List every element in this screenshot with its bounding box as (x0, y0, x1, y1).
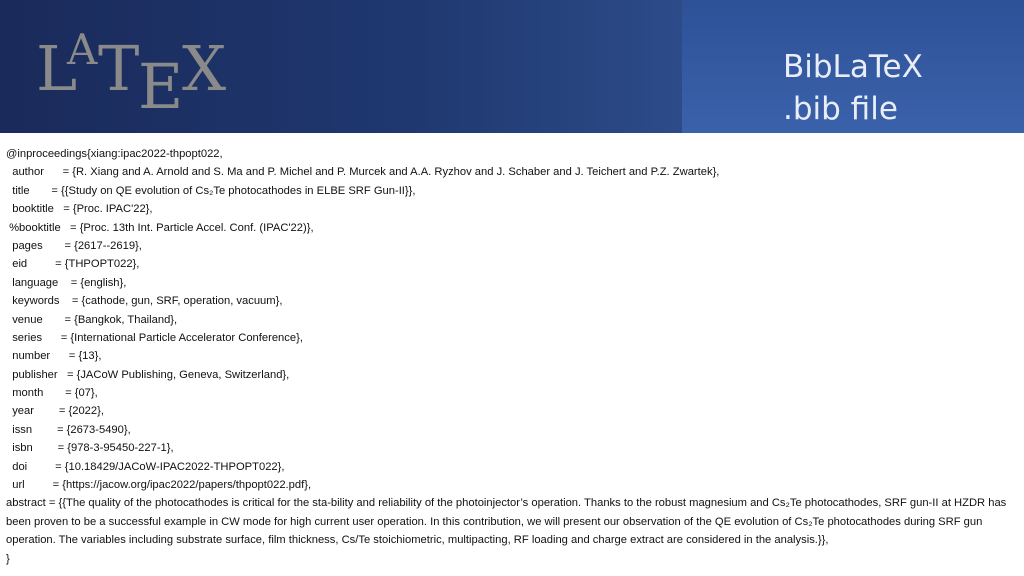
bib-line-keywords: keywords = {cathode, gun, SRF, operation, vacuum}, (6, 295, 283, 308)
bib-line-closing: } (6, 552, 10, 565)
latex-logo-t: T (98, 32, 140, 105)
bib-line-series: series = {International Particle Accelerator Conference}, (6, 331, 303, 344)
bib-line-isbn: isbn = {978-3-95450-227-1}, (6, 442, 174, 455)
bib-line-url: url = {https://jacow.org/ipac2022/papers/thpopt022.pdf}, (6, 479, 312, 492)
bib-line-publisher: publisher = {JACoW Publishing, Geneva, Switzerland}, (6, 368, 290, 381)
slide-title (783, 46, 1013, 130)
bib-line-pages: pages = {2617--2619}, (6, 239, 142, 252)
bib-line-booktitle: booktitle = {Proc. IPAC'22}, (6, 203, 153, 216)
latex-logo-e: E (138, 50, 184, 117)
bib-line-language: language = {english}, (6, 276, 127, 289)
bib-line-venue: venue = {Bangkok, Thailand}, (6, 313, 178, 326)
bib-line-eid: eid = {THPOPT022}, (6, 258, 140, 271)
bib-line-title: title = {{Study on QE evolution of Cs₂Te photocathodes in ELBE SRF Gun-II}}, (6, 184, 416, 197)
bib-line-year: year = {2022}, (6, 405, 104, 418)
bib-line-entry-type: @inproceedings{xiang:ipac2022-thpopt022, (6, 148, 223, 160)
bib-line-month: month = {07}, (6, 387, 98, 400)
bib-line-abstract: abstract = {{The quality of the photocathodes is critical for the sta-bility and reliability of the photoinjector’s operation. Thanks to the robust magnesium and Cs₂Te photocathodes, SRF gun-II at HZDR has been proven to be a successful example in CW mode for high current user operation. In this contribution, we will present our observation of the QE evolution of Cs₂Te photocathodes during SRF gun operation. The variables including substrate surface, film thickness, Cs/Te stoichiometric, multipacting, RF loading and charge extract are considered in the analysis.}}, (6, 497, 1007, 547)
latex-logo-l: L (36, 32, 78, 105)
latex-logo-x: X (182, 32, 227, 105)
bib-line-doi: doi = {10.18429/JACoW-IPAC2022-THPOPT022}, (6, 460, 285, 473)
bib-line-author: author = {R. Xiang and A. Arnold and S. Ma and P. Michel and P. Murcek and A.A. Ryzhov and J. Schaber and J. Teichert and P.Z. Zwartek}, (6, 166, 720, 179)
bib-line-issn: issn = {2673-5490}, (6, 423, 131, 436)
slide-title-line1: BibLaTeX (783, 49, 923, 85)
latex-logo-a: A (67, 25, 98, 74)
bib-line-number: number = {13}, (6, 350, 102, 363)
latex-logo (34, 22, 249, 117)
header-banner (0, 0, 1024, 133)
slide-title-line2: .bib file (783, 91, 898, 127)
bib-line-booktitle-comment: %booktitle = {Proc. 13th Int. Particle Accel. Conf. (IPAC'22)}, (6, 221, 314, 234)
bibtex-entry (6, 145, 1018, 568)
